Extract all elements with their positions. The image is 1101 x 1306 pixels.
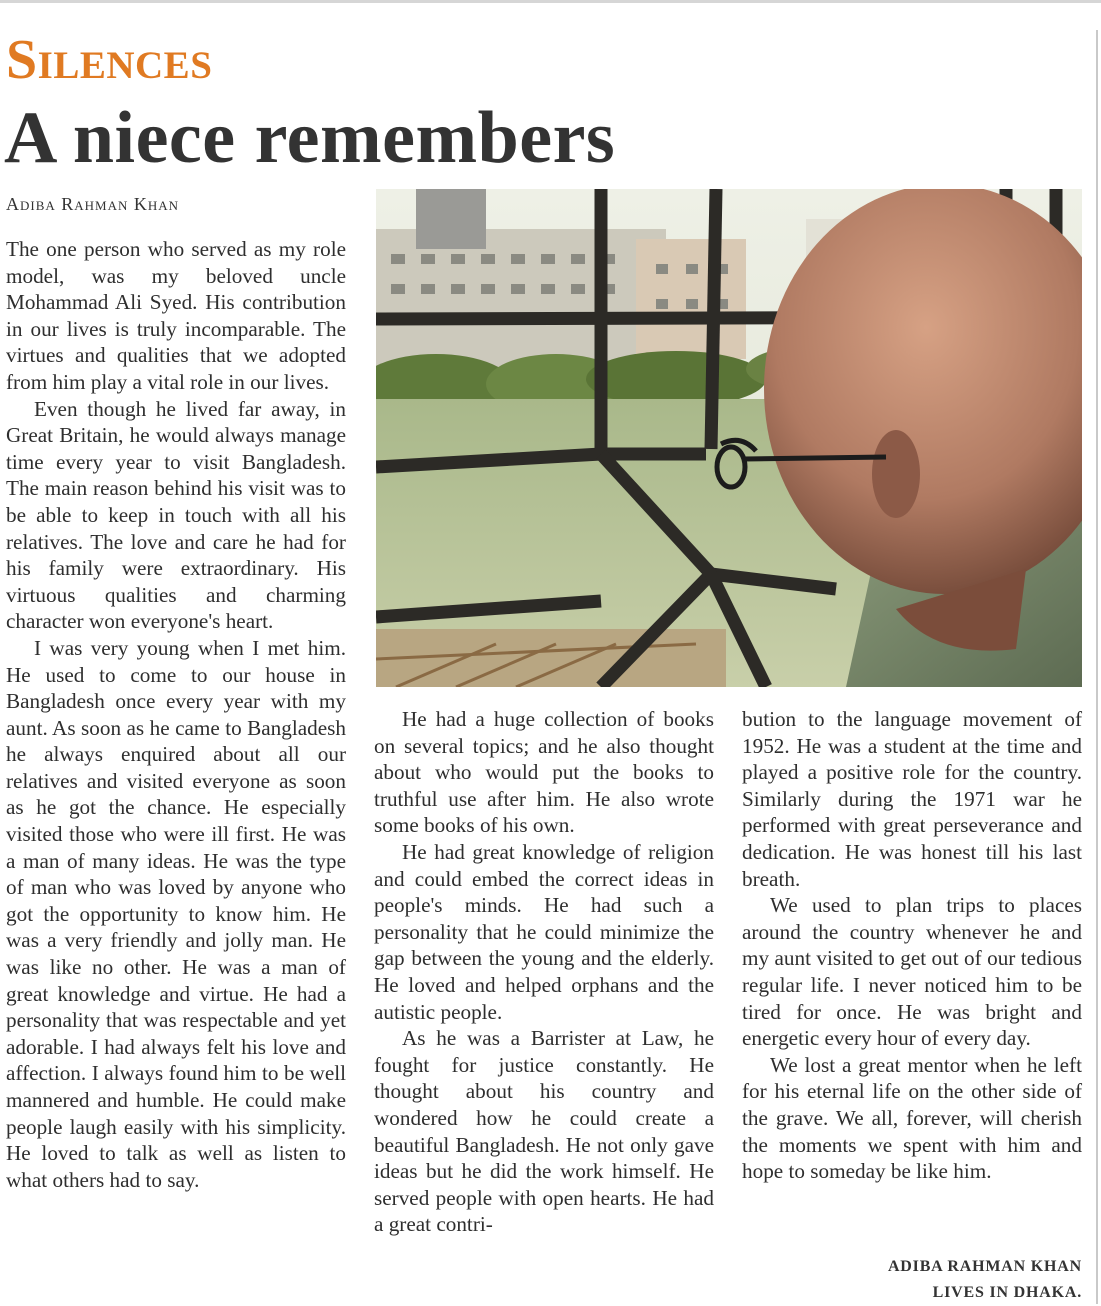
signoff-location: LIVES IN DHAKA.: [932, 1284, 1082, 1301]
paragraph: The one person who served as my role model, was my beloved uncle Mohammad Ali Syed. His contribution in our lives is truly incomparable. The virtues and qualities that we adopted from him play a vital role in our lives.: [6, 237, 346, 394]
paragraph: bution to the language movement of 1952. He was a student at the time and played a positive role for the country. Similarly during the 1971 war he performed with great perseverance and dedication. He was honest till his last breath.: [742, 707, 1082, 891]
article-column-3: [742, 706, 1082, 1185]
article-column-1: [6, 236, 346, 1193]
byline: Adiba Rahman Khan: [6, 194, 180, 214]
section-kicker: Silences: [6, 29, 213, 91]
paragraph: I was very young when I met him. He used to come to our house in Bangladesh once every year with my aunt. As soon as he came to Bangladesh he always enquired about all our relatives and visited everyone as soon as he got the chance. He especially visited those who were ill first. He was a man of many ideas. He was the type of man who was loved by anyone who got the opportunity to know him. He was a very friendly and jolly man. He was like no other. He was a man of great knowledge and virtue. He had a personality that was respectable and yet adorable. I had always felt his love and affection. I always found him to be well mannered and humble. He could make people laugh easily with his simplicity. He loved to talk as well as listen to what others had to say.: [6, 635, 346, 1192]
author-signoff: [742, 1254, 1082, 1306]
photo-illustration: [376, 189, 1082, 687]
paragraph: As he was a Barrister at Law, he fought for justice constantly. He thought about his country and wondered how he could create a beautiful Bangladesh. He not only gave ideas but he did the work himself. He served people with open hearts. He had a great contri-: [374, 1026, 714, 1237]
paragraph: He had a huge collection of books on several topics; and he also thought about who would put the books to truthful use after him. He also wrote some books of his own.: [374, 707, 714, 838]
paragraph: We lost a great mentor when he left for his eternal life on the other side of the grave. We all, forever, will cherish the moments we spent with him and hope to someday be like him.: [742, 1052, 1082, 1184]
article-column-2: [374, 706, 714, 1238]
paragraph: He had great knowledge of religion and could embed the correct ideas in people's minds. He had such a personality that he could minimize the gap between the young and the elderly. He loved and helped orphans and the autistic people.: [374, 839, 714, 1024]
signoff-name: ADIBA RAHMAN KHAN: [887, 1258, 1082, 1275]
headline: A niece remembers: [4, 97, 616, 179]
top-rule: [0, 0, 1101, 3]
paragraph: Even though he lived far away, in Great Britain, he would always manage time every year to visit Bangladesh. The main reason behind his visit was to be able to keep in touch with all his relatives. The love and care he had for his family were extraordinary. His virtuous qualities and charming character won everyone's heart.: [6, 396, 346, 634]
column-rule: [1096, 30, 1098, 1304]
paragraph: We used to plan trips to places around the country whenever he and my aunt visited to get out of our tedious regular life. I never noticed him to be tired for once. He was bright and energetic every hour of every day.: [742, 893, 1082, 1051]
article-photo: [376, 189, 1082, 687]
